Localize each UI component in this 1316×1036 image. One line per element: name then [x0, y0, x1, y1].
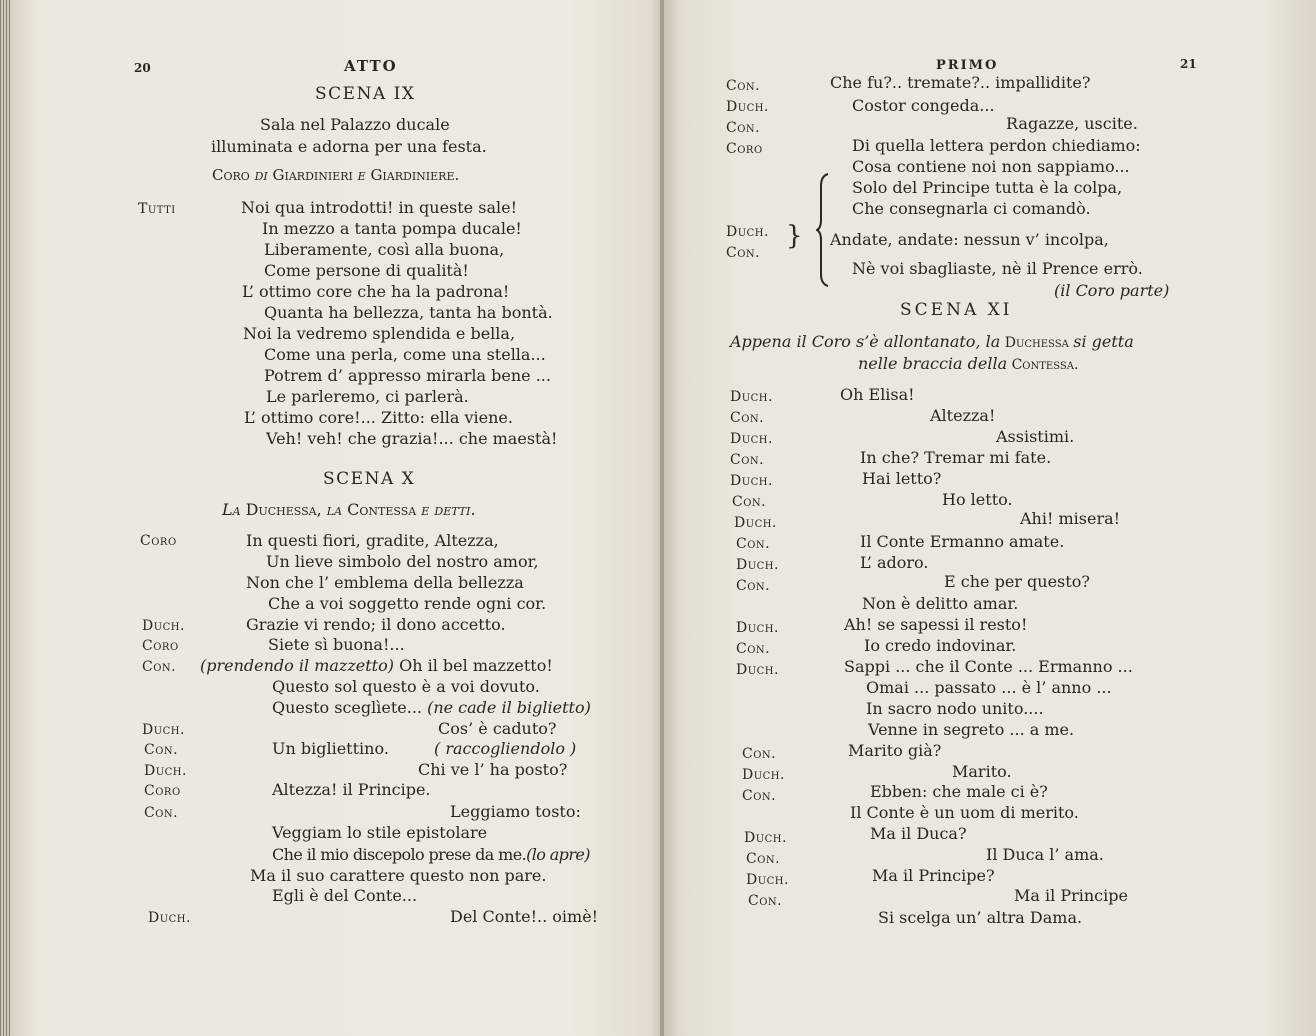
page-number-left: 20: [134, 61, 151, 75]
scene-x-title: SCENA X: [323, 469, 416, 489]
dialogue-line: L’ adoro.: [860, 553, 929, 572]
speaker-label: Con.: [736, 641, 771, 657]
speaker-label: Duch.: [726, 99, 769, 115]
dialogue-line: Ah! se sapessi il resto!: [844, 615, 1028, 634]
speaker-label: Con.: [730, 452, 765, 468]
verse-line: Veh! veh! che grazia!... che maestà!: [266, 429, 558, 448]
dialogue-line: Un lieve simbolo del nostro amor,: [266, 552, 539, 571]
speaker-label: Coro: [140, 533, 177, 549]
scene-xi-stage-1: Appena il Coro s’è allontanato, la Duchessa si getta: [730, 332, 1134, 351]
dialogue-line: Grazie vi rendo; il dono accetto.: [246, 615, 506, 634]
speaker-label: Duch.: [736, 662, 779, 678]
brace-large-icon: [816, 172, 832, 288]
dialogue-line: Di quella lettera perdon chiediamo:: [852, 136, 1141, 155]
verse-line: In mezzo a tanta pompa ducale!: [262, 219, 522, 238]
dialogue-line: Non che l’ emblema della bellezza: [246, 573, 524, 592]
scene-x-stage: La Duchessa, la Contessa e detti.: [222, 500, 476, 519]
dialogue-line: Ebben: che male ci è?: [870, 782, 1048, 801]
speaker-label: Con.: [742, 746, 777, 762]
dialogue-line: Sappi ... che il Conte ... Ermanno ...: [844, 657, 1133, 676]
brace-left-small: }: [786, 221, 803, 251]
speaker-label: Duch.: [730, 473, 773, 489]
speaker-label: Duch.: [744, 830, 787, 846]
speaker-label: Con.: [736, 536, 771, 552]
verse-line: Quanta ha bellezza, tanta ha bontà.: [264, 303, 553, 322]
stage-direction: ( raccogliendolo ): [434, 739, 577, 758]
dialogue-line: Siete sì buona!...: [268, 635, 405, 654]
speaker-label: Coro: [726, 141, 763, 157]
speaker-label: Duch.: [736, 557, 779, 573]
dialogue-line: In questi fiori, gradite, Altezza,: [246, 531, 499, 550]
dialogue-line: Un bigliettino.: [272, 739, 389, 758]
dialogue-line: Ma il Duca?: [870, 824, 967, 843]
speaker-label: Duch.: [148, 910, 191, 926]
running-head-left: ATTO: [344, 57, 398, 75]
dialogue-line: Ahi! misera!: [1020, 509, 1121, 528]
speaker-label: Con.: [730, 410, 765, 426]
speaker-label: Con.: [144, 742, 179, 758]
dialogue-line: Questo sol questo è a voi dovuto.: [272, 677, 540, 696]
dialogue-line: Nè voi sbagliaste, nè il Prence errò.: [852, 259, 1143, 278]
left-page: [10, 0, 662, 1036]
speaker-label: Con.: [144, 805, 179, 821]
speaker-label: Duch.: [726, 224, 769, 240]
speaker-label: Duch.: [734, 515, 777, 531]
speaker-label: Duch.: [142, 618, 185, 634]
dialogue-line: Il Duca l’ ama.: [986, 845, 1104, 864]
book-edge: [0, 0, 10, 1036]
speaker-tutti: Tutti: [138, 201, 176, 217]
speaker-label: Con.: [748, 893, 783, 909]
dialogue-line: Venne in segreto ... a me.: [868, 720, 1075, 739]
verse-line: L’ ottimo core che ha la padrona!: [242, 282, 510, 301]
speaker-label: Duch.: [736, 620, 779, 636]
dialogue-line: Egli è del Conte...: [272, 886, 418, 905]
dialogue-line: Questo sceglìete... (ne cade il biglietto): [272, 698, 591, 717]
scene-xi-title: SCENA XI: [900, 300, 1013, 320]
dialogue-line: Non è delitto amar.: [862, 594, 1019, 613]
dialogue-line: Ragazze, uscite.: [1006, 114, 1138, 133]
right-page: [664, 0, 1316, 1036]
dialogue-line: Io credo indovinar.: [864, 636, 1017, 655]
speaker-label: Con.: [746, 851, 781, 867]
stage-direction: (il Coro parte): [1054, 281, 1170, 300]
speaker-label: Duch.: [144, 763, 187, 779]
scene-ix-title: SCENA IX: [315, 84, 416, 104]
dialogue-line: Altezza!: [930, 406, 996, 425]
speaker-label: Con.: [142, 659, 177, 675]
dialogue-line: Veggiam lo stile epistolare: [272, 823, 488, 842]
verse-line: Liberamente, così alla buona,: [264, 240, 505, 259]
speaker-label: Duch.: [746, 872, 789, 888]
dialogue-line: Andate, andate: nessun v’ incolpa,: [830, 230, 1109, 249]
dialogue-line: Hai letto?: [862, 469, 942, 488]
scene-ix-setting-2: illuminata e adorna per una festa.: [211, 137, 487, 156]
dialogue-line: Ma il Principe?: [872, 866, 995, 885]
dialogue-line: Cosa contiene noi non sappiamo...: [852, 157, 1130, 176]
scene-xi-stage-2: nelle braccia della Contessa.: [858, 354, 1079, 373]
dialogue-line: In sacro nodo unito....: [866, 699, 1044, 718]
dialogue-line: Che consegnarla ci comandò.: [852, 199, 1091, 218]
running-head-right: PRIMO: [936, 58, 999, 73]
dialogue-line: Chi ve l’ ha posto?: [418, 760, 568, 779]
verse-line: Come persone di qualità!: [264, 261, 469, 280]
dialogue-line: Cos’ è caduto?: [438, 719, 557, 738]
scene-ix-setting-1: Sala nel Palazzo ducale: [260, 115, 450, 134]
speaker-label: Con.: [736, 578, 771, 594]
speaker-label: Con.: [726, 245, 761, 261]
speaker-label: Con.: [742, 788, 777, 804]
speaker-label: Coro: [144, 783, 181, 799]
speaker-label: Con.: [732, 494, 767, 510]
dialogue-line: Marito già?: [848, 741, 942, 760]
dialogue-line: Altezza! il Principe.: [272, 780, 431, 799]
dialogue-line: Che il mio discepolo prese da me.(lo apre): [272, 845, 590, 864]
dialogue-line: Ho letto.: [942, 490, 1013, 509]
dialogue-line: Si scelga un’ altra Dama.: [878, 908, 1083, 927]
dialogue-line: In che? Tremar mi fate.: [860, 448, 1052, 467]
speaker-label: Con.: [726, 78, 761, 94]
dialogue-line: Leggiamo tosto:: [450, 802, 581, 821]
verse-line: Le parleremo, ci parlerà.: [266, 387, 469, 406]
dialogue-line: Assistimi.: [996, 427, 1075, 446]
verse-line: Noi la vedremo splendida e bella,: [243, 324, 516, 343]
speaker-label: Duch.: [730, 431, 773, 447]
verse-line: L’ ottimo core!... Zitto: ella viene.: [244, 408, 513, 427]
dialogue-line: Oh Elisa!: [840, 385, 915, 404]
dialogue-line: Che fu?.. tremate?.. impallidite?: [830, 73, 1091, 92]
dialogue-line: E che per questo?: [944, 572, 1090, 591]
dialogue-line: Il Conte Ermanno amate.: [860, 532, 1065, 551]
speaker-label: Coro: [142, 638, 179, 654]
speaker-label: Duch.: [742, 767, 785, 783]
speaker-label: Duch.: [142, 722, 185, 738]
dialogue-line: Omai ... passato ... è l’ anno ...: [866, 678, 1112, 697]
speaker-label: Con.: [726, 120, 761, 136]
dialogue-line: Ma il Principe: [1014, 886, 1128, 905]
scene-ix-chorus: Coro di Giardinieri e Giardiniere.: [212, 166, 460, 184]
dialogue-line: Marito.: [952, 762, 1012, 781]
dialogue-line: Solo del Principe tutta è la colpa,: [852, 178, 1123, 197]
dialogue-line: Costor congeda...: [852, 96, 995, 115]
speaker-label: Duch.: [730, 389, 773, 405]
page-number-right: 21: [1180, 57, 1197, 71]
verse-line: Noi qua introdotti! in queste sale!: [241, 198, 517, 217]
verse-line: Potrem d’ appresso mirarla bene ...: [264, 366, 551, 385]
dialogue-line: Del Conte!.. oimè!: [450, 907, 599, 926]
verse-line: Come una perla, come una stella...: [264, 345, 546, 364]
dialogue-line: Il Conte è un uom di merito.: [850, 803, 1079, 822]
dialogue-line: Ma il suo carattere questo non pare.: [250, 866, 547, 885]
dialogue-line: (prendendo il mazzetto) Oh il bel mazzetto!: [200, 656, 553, 675]
dialogue-line: Che a voi soggetto rende ogni cor.: [268, 594, 547, 613]
